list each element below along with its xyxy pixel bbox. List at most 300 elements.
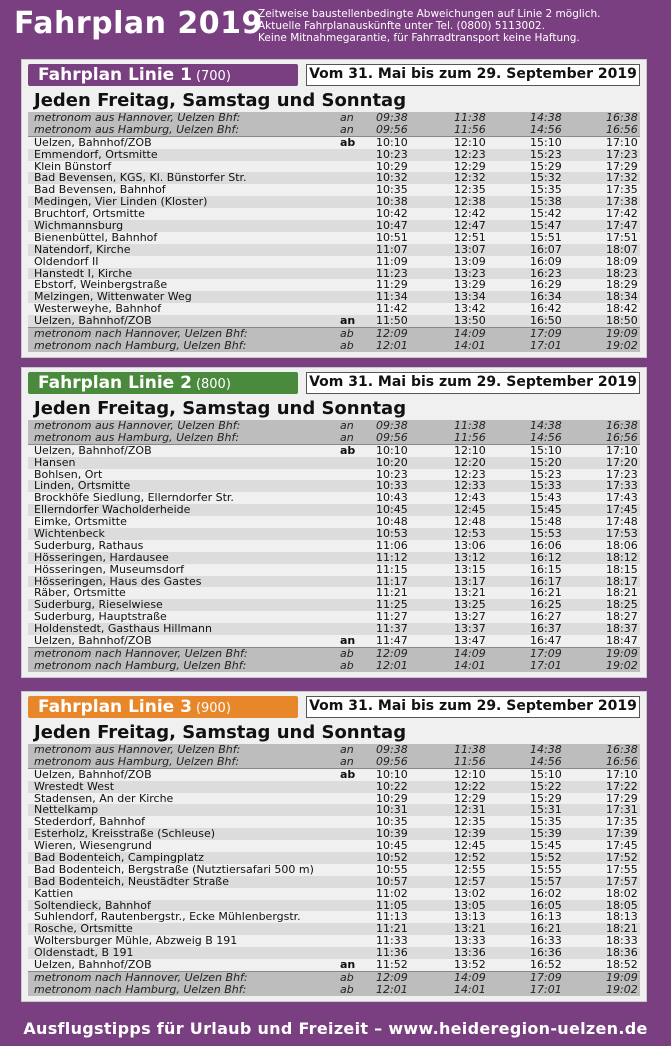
departure-time: 13:07 bbox=[454, 242, 486, 256]
departure-time: 15:52 bbox=[530, 851, 562, 865]
table-row bbox=[28, 864, 640, 876]
departure-time: 16:42 bbox=[530, 302, 562, 316]
stop-name: Suderburg, Rieselwiese bbox=[34, 598, 163, 612]
departure-time: 17:42 bbox=[606, 207, 638, 221]
departure-time: 17:51 bbox=[606, 230, 638, 244]
connection-row bbox=[28, 984, 640, 996]
departure-time: 17:10 bbox=[606, 767, 638, 781]
stop-name: metronom aus Hannover, Uelzen Bhf: bbox=[34, 743, 241, 756]
departure-time: 18:21 bbox=[606, 922, 638, 936]
departure-time: 10:55 bbox=[376, 862, 408, 876]
departure-time: 12:23 bbox=[454, 467, 486, 481]
stop-name: Suderburg, Hauptstraße bbox=[34, 610, 167, 624]
table-row bbox=[28, 552, 640, 564]
departure-time: 15:45 bbox=[530, 503, 562, 517]
departure-time: 12:35 bbox=[454, 183, 486, 197]
departure-time: 13:06 bbox=[454, 538, 486, 552]
departure-time: 10:39 bbox=[376, 827, 408, 841]
departure-time: 13:09 bbox=[454, 254, 486, 268]
departure-time: 10:23 bbox=[376, 147, 408, 161]
stop-name: Uelzen, Bahnhof/ZOB bbox=[34, 634, 152, 648]
departure-time: 11:56 bbox=[454, 122, 486, 136]
departure-time: 12:09 bbox=[376, 970, 408, 984]
table-row bbox=[28, 888, 640, 900]
poster-title: Fahrplan 2019 bbox=[14, 6, 263, 41]
departure-time: 19:02 bbox=[606, 338, 638, 352]
departure-time: 11:50 bbox=[376, 314, 408, 328]
departure-time: 13:27 bbox=[454, 610, 486, 624]
departure-time: 15:45 bbox=[530, 839, 562, 853]
departure-time: 12:20 bbox=[454, 455, 486, 469]
arrival-departure-flag: an bbox=[340, 111, 354, 124]
departure-time: 12:38 bbox=[454, 195, 486, 209]
departure-time: 14:56 bbox=[530, 430, 562, 444]
departure-time: 17:48 bbox=[606, 515, 638, 529]
footer-link-text: Ausflugstipps für Urlaub und Freizeit – www.heideregion-uelzen.de bbox=[23, 1019, 648, 1038]
departure-time: 13:21 bbox=[454, 586, 486, 600]
timetable bbox=[28, 420, 640, 672]
table-row bbox=[28, 564, 640, 576]
service-days: Jeden Freitag, Samstag und Sonntag bbox=[34, 722, 407, 743]
departure-time: 17:23 bbox=[606, 467, 638, 481]
departure-time: 16:23 bbox=[530, 266, 562, 280]
arrival-departure-flag: an bbox=[340, 743, 354, 756]
departure-time: 13:37 bbox=[454, 622, 486, 636]
stop-name: Uelzen, Bahnhof/ZOB bbox=[34, 314, 152, 328]
departure-time: 12:35 bbox=[454, 815, 486, 829]
arrival-departure-flag: ab bbox=[340, 646, 354, 660]
departure-time: 18:27 bbox=[606, 610, 638, 624]
stop-name: metronom nach Hamburg, Uelzen Bhf: bbox=[34, 338, 247, 352]
timetable bbox=[28, 744, 640, 996]
stop-name: metronom nach Hannover, Uelzen Bhf: bbox=[34, 646, 248, 660]
departure-time: 17:22 bbox=[606, 779, 638, 793]
table-row bbox=[28, 781, 640, 793]
stop-name: Melzingen, Wittenwater Weg bbox=[34, 290, 192, 304]
departure-time: 15:10 bbox=[530, 135, 562, 149]
departure-time: 12:01 bbox=[376, 982, 408, 996]
card-bottom-padding bbox=[22, 672, 646, 677]
stop-name: Emmendorf, Ortsmitte bbox=[34, 147, 158, 161]
stop-name: Uelzen, Bahnhof/ZOB bbox=[34, 767, 152, 781]
departure-time: 14:01 bbox=[454, 658, 486, 672]
departure-time: 15:38 bbox=[530, 195, 562, 209]
table-row bbox=[28, 256, 640, 268]
departure-time: 16:56 bbox=[606, 430, 638, 444]
stop-name: Hansen bbox=[34, 455, 76, 469]
departure-time: 16:29 bbox=[530, 278, 562, 292]
departure-time: 14:09 bbox=[454, 970, 486, 984]
stop-name: Wieren, Wiesengrund bbox=[34, 839, 152, 853]
departure-time: 12:51 bbox=[454, 230, 486, 244]
departure-time: 13:21 bbox=[454, 922, 486, 936]
departure-time: 16:38 bbox=[606, 111, 638, 124]
departure-time: 17:10 bbox=[606, 135, 638, 149]
departure-time: 17:23 bbox=[606, 147, 638, 161]
connection-row bbox=[28, 660, 640, 672]
departure-time: 16:38 bbox=[606, 419, 638, 432]
departure-time: 19:09 bbox=[606, 646, 638, 660]
departure-time: 17:29 bbox=[606, 791, 638, 805]
note-line: Zeitweise baustellenbedingte Abweichungen auf Linie 2 möglich. bbox=[258, 8, 601, 20]
arrival-departure-flag: ab bbox=[340, 327, 354, 341]
departure-time: 12:29 bbox=[454, 159, 486, 173]
departure-time: 16:56 bbox=[606, 122, 638, 136]
departure-time: 11:27 bbox=[376, 610, 408, 624]
departure-time: 16:52 bbox=[530, 958, 562, 972]
departure-time: 10:31 bbox=[376, 803, 408, 817]
departure-time: 14:09 bbox=[454, 327, 486, 341]
stop-name: metronom nach Hannover, Uelzen Bhf: bbox=[34, 970, 248, 984]
departure-time: 16:50 bbox=[530, 314, 562, 328]
connection-row bbox=[28, 124, 640, 136]
arrival-departure-flag: ab bbox=[340, 135, 356, 149]
departure-time: 11:17 bbox=[376, 574, 408, 588]
departure-time: 16:07 bbox=[530, 242, 562, 256]
departure-time: 18:50 bbox=[606, 314, 638, 328]
departure-time: 14:56 bbox=[530, 122, 562, 136]
departure-time: 12:43 bbox=[454, 491, 486, 505]
stop-name: Bad Bevensen, Bahnhof bbox=[34, 183, 166, 197]
departure-time: 12:10 bbox=[454, 135, 486, 149]
timetable-linie-2 bbox=[22, 368, 646, 677]
departure-time: 17:29 bbox=[606, 159, 638, 173]
stop-name: Oldendorf II bbox=[34, 254, 99, 268]
departure-time: 16:06 bbox=[530, 538, 562, 552]
departure-time: 11:05 bbox=[376, 898, 408, 912]
departure-time: 14:38 bbox=[530, 111, 562, 124]
departure-time: 17:35 bbox=[606, 183, 638, 197]
departure-time: 12:10 bbox=[454, 443, 486, 457]
arrival-departure-flag: an bbox=[340, 122, 354, 136]
departure-time: 11:38 bbox=[454, 743, 486, 756]
departure-time: 10:10 bbox=[376, 767, 408, 781]
stop-name: Suhlendorf, Rautenbergstr., Ecke Mühlenbergstr. bbox=[34, 910, 301, 924]
departure-time: 15:10 bbox=[530, 443, 562, 457]
timetable-linie-3 bbox=[22, 692, 646, 1001]
table-row bbox=[28, 635, 640, 647]
departure-time: 10:35 bbox=[376, 815, 408, 829]
departure-time: 17:09 bbox=[530, 970, 562, 984]
connection-row bbox=[28, 327, 640, 340]
departure-time: 11:38 bbox=[454, 419, 486, 432]
line-title: Fahrplan Linie 3 bbox=[38, 697, 192, 717]
departure-time: 17:53 bbox=[606, 527, 638, 541]
stop-name: Bienenbüttel, Bahnhof bbox=[34, 230, 158, 244]
card-header bbox=[22, 368, 646, 394]
stop-name: Uelzen, Bahnhof/ZOB bbox=[34, 443, 152, 457]
departure-time: 15:47 bbox=[530, 219, 562, 233]
stop-name: Rosche, Ortsmitte bbox=[34, 922, 133, 936]
departure-time: 10:45 bbox=[376, 839, 408, 853]
departure-time: 11:56 bbox=[454, 430, 486, 444]
departure-time: 15:29 bbox=[530, 159, 562, 173]
departure-time: 15:48 bbox=[530, 515, 562, 529]
departure-time: 12:33 bbox=[454, 479, 486, 493]
departure-time: 17:47 bbox=[606, 219, 638, 233]
departure-time: 13:23 bbox=[454, 266, 486, 280]
departure-time: 13:52 bbox=[454, 958, 486, 972]
table-row bbox=[28, 876, 640, 888]
departure-time: 13:34 bbox=[454, 290, 486, 304]
arrival-departure-flag: an bbox=[340, 419, 354, 432]
departure-time: 10:57 bbox=[376, 874, 408, 888]
stop-name: Oldenstadt, B 191 bbox=[34, 946, 134, 960]
table-row bbox=[28, 540, 640, 552]
departure-time: 11:12 bbox=[376, 550, 408, 564]
departure-time: 10:32 bbox=[376, 171, 408, 185]
departure-time: 17:01 bbox=[530, 982, 562, 996]
line-title: Fahrplan Linie 2 bbox=[38, 373, 192, 393]
departure-time: 11:34 bbox=[376, 290, 408, 304]
departure-time: 13:25 bbox=[454, 598, 486, 612]
departure-time: 15:51 bbox=[530, 230, 562, 244]
arrival-departure-flag: ab bbox=[340, 338, 354, 352]
departure-time: 11:13 bbox=[376, 910, 408, 924]
departure-time: 12:48 bbox=[454, 515, 486, 529]
stop-name: Westerweyhe, Bahnhof bbox=[34, 302, 162, 316]
date-range: Vom 31. Mai bis zum 29. September 2019 bbox=[306, 64, 640, 86]
departure-time: 15:31 bbox=[530, 803, 562, 817]
departure-time: 10:42 bbox=[376, 207, 408, 221]
table-row bbox=[28, 444, 640, 457]
departure-time: 10:33 bbox=[376, 479, 408, 493]
departure-time: 10:47 bbox=[376, 219, 408, 233]
departure-time: 16:37 bbox=[530, 622, 562, 636]
date-range: Vom 31. Mai bis zum 29. September 2019 bbox=[306, 696, 640, 718]
departure-time: 16:47 bbox=[530, 634, 562, 648]
service-days: Jeden Freitag, Samstag und Sonntag bbox=[34, 398, 407, 419]
table-row bbox=[28, 244, 640, 256]
departure-time: 10:53 bbox=[376, 527, 408, 541]
departure-time: 15:55 bbox=[530, 862, 562, 876]
poster-note bbox=[258, 8, 668, 44]
departure-time: 13:33 bbox=[454, 934, 486, 948]
arrival-departure-flag: ab bbox=[340, 982, 354, 996]
stop-name: Bad Bevensen, KGS, Kl. Bünstorfer Str. bbox=[34, 171, 247, 185]
timetable-linie-1 bbox=[22, 60, 646, 357]
arrival-departure-flag: ab bbox=[340, 443, 356, 457]
connection-row bbox=[28, 340, 640, 352]
departure-time: 10:35 bbox=[376, 183, 408, 197]
departure-time: 18:36 bbox=[606, 946, 638, 960]
departure-time: 17:35 bbox=[606, 815, 638, 829]
departure-time: 12:39 bbox=[454, 827, 486, 841]
departure-time: 11:29 bbox=[376, 278, 408, 292]
departure-time: 11:21 bbox=[376, 922, 408, 936]
stop-name: Räber, Ortsmitte bbox=[34, 586, 126, 600]
stop-name: Kattien bbox=[34, 886, 74, 900]
departure-time: 12:42 bbox=[454, 207, 486, 221]
departure-time: 13:13 bbox=[454, 910, 486, 924]
stop-name: Klein Bünstorf bbox=[34, 159, 112, 173]
departure-time: 16:15 bbox=[530, 562, 562, 576]
stop-name: Hösseringen, Haus des Gastes bbox=[34, 574, 202, 588]
table-row bbox=[28, 315, 640, 327]
timetable bbox=[28, 112, 640, 352]
departure-time: 13:02 bbox=[454, 886, 486, 900]
departure-time: 17:39 bbox=[606, 827, 638, 841]
service-days: Jeden Freitag, Samstag und Sonntag bbox=[34, 90, 407, 111]
table-row bbox=[28, 149, 640, 161]
departure-time: 19:02 bbox=[606, 658, 638, 672]
departure-time: 09:56 bbox=[376, 754, 408, 768]
stop-name: Wichtenbeck bbox=[34, 527, 105, 541]
departure-time: 19:09 bbox=[606, 970, 638, 984]
stop-name: Wrestedt West bbox=[34, 779, 115, 793]
departure-time: 11:56 bbox=[454, 754, 486, 768]
arrival-departure-flag: an bbox=[340, 958, 356, 972]
stop-name: Ebstorf, Weinbergstraße bbox=[34, 278, 168, 292]
departure-time: 12:57 bbox=[454, 874, 486, 888]
departure-time: 18:07 bbox=[606, 242, 638, 256]
departure-time: 18:06 bbox=[606, 538, 638, 552]
departure-time: 12:09 bbox=[376, 646, 408, 660]
stop-name: Wichmannsburg bbox=[34, 219, 124, 233]
departure-time: 12:29 bbox=[454, 791, 486, 805]
line-title: Fahrplan Linie 1 bbox=[38, 65, 192, 85]
departure-time: 16:56 bbox=[606, 754, 638, 768]
departure-time: 10:48 bbox=[376, 515, 408, 529]
departure-time: 18:47 bbox=[606, 634, 638, 648]
departure-time: 18:52 bbox=[606, 958, 638, 972]
departure-time: 10:22 bbox=[376, 779, 408, 793]
departure-time: 17:10 bbox=[606, 443, 638, 457]
departure-time: 16:02 bbox=[530, 886, 562, 900]
departure-time: 18:37 bbox=[606, 622, 638, 636]
departure-time: 17:45 bbox=[606, 839, 638, 853]
line-title-box bbox=[28, 696, 298, 718]
departure-time: 19:09 bbox=[606, 327, 638, 341]
departure-time: 11:21 bbox=[376, 586, 408, 600]
departure-time: 12:22 bbox=[454, 779, 486, 793]
departure-time: 10:51 bbox=[376, 230, 408, 244]
departure-time: 18:25 bbox=[606, 598, 638, 612]
departure-time: 15:10 bbox=[530, 767, 562, 781]
departure-time: 15:20 bbox=[530, 455, 562, 469]
departure-time: 16:13 bbox=[530, 910, 562, 924]
stop-name: Hanstedt I, Kirche bbox=[34, 266, 133, 280]
arrival-departure-flag: ab bbox=[340, 970, 354, 984]
departure-time: 17:57 bbox=[606, 874, 638, 888]
departure-time: 14:56 bbox=[530, 754, 562, 768]
departure-time: 10:23 bbox=[376, 467, 408, 481]
departure-time: 13:47 bbox=[454, 634, 486, 648]
stop-name: Hösseringen, Hardausee bbox=[34, 550, 169, 564]
departure-time: 14:38 bbox=[530, 419, 562, 432]
stop-name: metronom nach Hamburg, Uelzen Bhf: bbox=[34, 982, 247, 996]
departure-time: 12:45 bbox=[454, 839, 486, 853]
departure-time: 10:10 bbox=[376, 443, 408, 457]
stop-name: Bad Bodenteich, Neustädter Straße bbox=[34, 874, 230, 888]
stop-name: Natendorf, Kirche bbox=[34, 242, 131, 256]
departure-time: 11:02 bbox=[376, 886, 408, 900]
departure-time: 15:35 bbox=[530, 183, 562, 197]
note-line: Aktuelle Fahrplanauskünfte unter Tel. (0800) 5113002. bbox=[258, 20, 545, 32]
departure-time: 16:38 bbox=[606, 743, 638, 756]
stop-name: Medingen, Vier Linden (Kloster) bbox=[34, 195, 208, 209]
departure-time: 13:42 bbox=[454, 302, 486, 316]
departure-time: 14:01 bbox=[454, 338, 486, 352]
departure-time: 12:01 bbox=[376, 338, 408, 352]
line-title-box bbox=[28, 372, 298, 394]
departure-time: 17:20 bbox=[606, 455, 638, 469]
departure-time: 12:09 bbox=[376, 327, 408, 341]
departure-time: 11:25 bbox=[376, 598, 408, 612]
stop-name: Uelzen, Bahnhof/ZOB bbox=[34, 135, 152, 149]
table-row bbox=[28, 959, 640, 971]
line-number: (700) bbox=[195, 69, 231, 84]
departure-time: 19:02 bbox=[606, 982, 638, 996]
departure-time: 11:52 bbox=[376, 958, 408, 972]
departure-time: 14:09 bbox=[454, 646, 486, 660]
departure-time: 10:10 bbox=[376, 135, 408, 149]
departure-time: 10:20 bbox=[376, 455, 408, 469]
departure-time: 15:23 bbox=[530, 147, 562, 161]
departure-time: 11:23 bbox=[376, 266, 408, 280]
departure-time: 15:33 bbox=[530, 479, 562, 493]
departure-time: 15:32 bbox=[530, 171, 562, 185]
departure-time: 09:56 bbox=[376, 430, 408, 444]
departure-time: 18:21 bbox=[606, 586, 638, 600]
departure-time: 16:25 bbox=[530, 598, 562, 612]
departure-time: 09:38 bbox=[376, 743, 408, 756]
date-range: Vom 31. Mai bis zum 29. September 2019 bbox=[306, 372, 640, 394]
departure-time: 11:09 bbox=[376, 254, 408, 268]
departure-time: 18:42 bbox=[606, 302, 638, 316]
connection-row bbox=[28, 647, 640, 660]
departure-time: 17:38 bbox=[606, 195, 638, 209]
stop-name: Eimke, Ortsmitte bbox=[34, 515, 127, 529]
stop-name: Stederdorf, Bahnhof bbox=[34, 815, 146, 829]
stop-name: Brockhöfe Siedlung, Ellerndorfer Str. bbox=[34, 491, 234, 505]
departure-time: 16:05 bbox=[530, 898, 562, 912]
stop-name: metronom aus Hamburg, Uelzen Bhf: bbox=[34, 122, 240, 136]
departure-time: 16:33 bbox=[530, 934, 562, 948]
departure-time: 13:12 bbox=[454, 550, 486, 564]
departure-time: 12:45 bbox=[454, 503, 486, 517]
connection-row bbox=[28, 756, 640, 768]
departure-time: 15:57 bbox=[530, 874, 562, 888]
departure-time: 18:02 bbox=[606, 886, 638, 900]
departure-time: 16:21 bbox=[530, 922, 562, 936]
table-row bbox=[28, 136, 640, 149]
departure-time: 13:36 bbox=[454, 946, 486, 960]
stop-name: metronom aus Hamburg, Uelzen Bhf: bbox=[34, 430, 240, 444]
departure-time: 12:52 bbox=[454, 851, 486, 865]
departure-time: 18:13 bbox=[606, 910, 638, 924]
departure-time: 13:15 bbox=[454, 562, 486, 576]
departure-time: 10:29 bbox=[376, 159, 408, 173]
departure-time: 13:17 bbox=[454, 574, 486, 588]
departure-time: 12:10 bbox=[454, 767, 486, 781]
departure-time: 17:01 bbox=[530, 338, 562, 352]
departure-time: 17:52 bbox=[606, 851, 638, 865]
stop-name: Ellerndorfer Wacholderheide bbox=[34, 503, 191, 517]
stop-name: metronom aus Hamburg, Uelzen Bhf: bbox=[34, 754, 240, 768]
departure-time: 13:29 bbox=[454, 278, 486, 292]
departure-time: 12:53 bbox=[454, 527, 486, 541]
stop-name: Bad Bodenteich, Bergstraße (Nutztiersafari 500 m) bbox=[34, 862, 314, 876]
departure-time: 13:50 bbox=[454, 314, 486, 328]
stop-name: Uelzen, Bahnhof/ZOB bbox=[34, 958, 152, 972]
departure-time: 18:09 bbox=[606, 254, 638, 268]
arrival-departure-flag: an bbox=[340, 754, 354, 768]
departure-time: 10:45 bbox=[376, 503, 408, 517]
departure-time: 18:34 bbox=[606, 290, 638, 304]
stop-name: Nettelkamp bbox=[34, 803, 99, 817]
departure-time: 11:38 bbox=[454, 111, 486, 124]
